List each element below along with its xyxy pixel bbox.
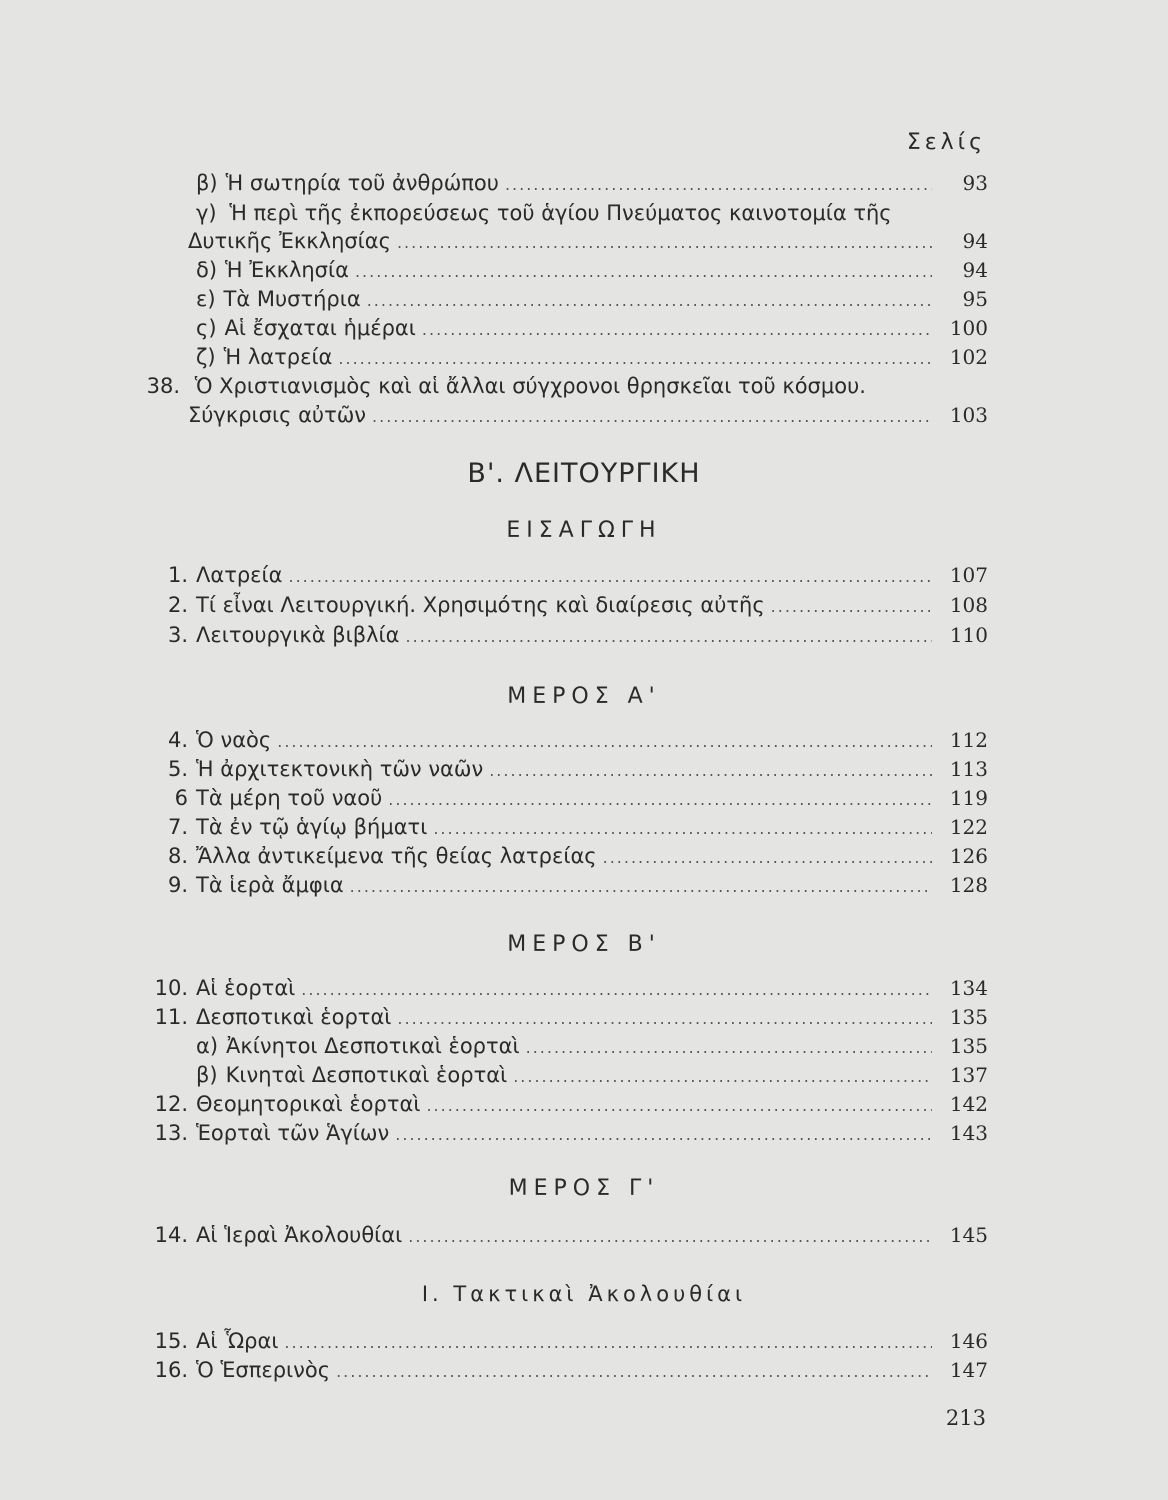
toc-entry [140, 973, 988, 1003]
entry-number: 7. [167, 815, 188, 839]
entry-number: 5. [167, 757, 188, 781]
leader-dots [336, 1357, 932, 1387]
entry-title: Λατρεία [196, 563, 283, 587]
part-c-heading: ΜΕΡΟΣ Γ' [508, 1176, 660, 1201]
entry-page: 94 [962, 258, 988, 282]
entry-sub: δ) [196, 258, 218, 282]
entry-page: 143 [949, 1121, 988, 1145]
entry-page: 135 [949, 1034, 988, 1058]
entry-page: 146 [949, 1329, 988, 1353]
entry-title: Ἀκίνητοι Δεσποτικαὶ ἑορταὶ [226, 1034, 520, 1058]
entry-title: Ἑορταὶ τῶν Ἁγίων [196, 1121, 390, 1145]
leader-dots [288, 562, 932, 592]
toc-entry [140, 560, 988, 590]
toc-entry [140, 725, 988, 755]
entry-number: 12. [154, 1092, 188, 1116]
entry-sub: ς) [196, 316, 217, 340]
toc-entry [140, 783, 988, 813]
entry-page: 147 [949, 1358, 988, 1382]
entry-number: 8. [167, 844, 188, 868]
entry-sub: α) [196, 1034, 219, 1058]
entry-page: 110 [949, 623, 988, 647]
part-b-heading: ΜΕΡΟΣ Β' [507, 932, 661, 957]
part-a-heading: ΜΕΡΟΣ Α' [507, 684, 661, 709]
toc-entry [196, 1031, 988, 1061]
entry-page: 142 [949, 1092, 988, 1116]
toc-entry [140, 1089, 988, 1119]
entry-page: 145 [949, 1223, 988, 1247]
leader-dots [422, 315, 932, 345]
entry-sub: γ) [196, 201, 217, 225]
entry-page: 107 [949, 563, 988, 587]
toc-entry [140, 812, 988, 842]
entry-sub: ε) [196, 287, 216, 311]
entry-number: 10. [154, 976, 188, 1000]
entry-page: 128 [949, 873, 988, 897]
toc-entry [140, 284, 988, 314]
entry-number: 6 [174, 786, 188, 810]
toc-entry [140, 342, 988, 372]
entry-title: Ἡ σωτηρία τοῦ ἀνθρώπου [225, 171, 499, 195]
leader-dots [301, 975, 932, 1005]
entry-title: Αἱ ἑορταὶ [196, 976, 296, 1000]
leader-dots [395, 1120, 932, 1150]
toc-entry [140, 1002, 988, 1032]
sub-heading-regular-services: Ι. Τακτικαὶ Ἀκολουθίαι [421, 1282, 747, 1306]
column-header-page: Σελίς [906, 130, 986, 155]
entry-title: Δεσποτικαὶ ἑορταὶ [196, 1005, 392, 1029]
entry-page: 119 [949, 786, 988, 810]
leader-dots [406, 622, 932, 652]
entry-title: Ἡ λατρεία [223, 345, 333, 369]
toc-entry [140, 313, 988, 343]
toc-entry [140, 168, 988, 198]
page-folio-number: 213 [945, 1406, 986, 1430]
entry-title: Λειτουργικὰ βιβλία [196, 623, 400, 647]
entry-title: Κινηταὶ Δεσποτικαὶ ἑορταὶ [225, 1063, 508, 1087]
leader-dots [408, 1222, 932, 1252]
leader-dots [277, 727, 932, 757]
entry-title: Αἱ Ἱεραὶ Ἀκολουθίαι [196, 1223, 403, 1247]
leader-dots [513, 1062, 932, 1092]
section-title: Β'. ΛΕΙΤΟΥΡΓΙΚΗ [467, 458, 701, 489]
entry-page: 112 [949, 728, 988, 752]
leader-dots [284, 1328, 932, 1358]
toc-entry [188, 400, 988, 430]
entry-page: 108 [949, 593, 988, 617]
entry-title: Τί εἶναι Λειτουργική. Χρησιμότης καὶ διαίρεσις αὐτῆς [196, 593, 765, 617]
entry-number: 38. [146, 374, 180, 398]
leader-dots [433, 814, 932, 844]
entry-number: 13. [154, 1121, 188, 1145]
entry-title: Αἱ ἔσχαται ἡμέραι [224, 316, 416, 340]
entry-title: Ἡ ἀρχιτεκτονικὴ τῶν ναῶν [196, 757, 484, 781]
entry-title: Ὁ ναὸς [196, 728, 272, 752]
toc-entry [140, 841, 988, 871]
leader-dots [603, 843, 932, 873]
leader-dots [355, 257, 932, 287]
entry-title: Θεομητορικαὶ ἑορταὶ [196, 1092, 421, 1116]
entry-number: 15. [154, 1329, 188, 1353]
leader-dots [489, 756, 932, 786]
entry-sub: ζ) [196, 345, 216, 369]
toc-entry [188, 226, 988, 256]
entry-page: 134 [949, 976, 988, 1000]
entry-number: 1. [167, 563, 188, 587]
entry-title: Ἄλλα ἀντικείμενα τῆς θείας λατρείας [196, 844, 597, 868]
entry-page: 103 [949, 403, 988, 427]
leader-dots [350, 872, 932, 902]
entry-number: 3. [167, 623, 188, 647]
entry-page: 126 [949, 844, 988, 868]
entry-title: Αἱ Ὧραι [196, 1329, 279, 1353]
entry-title: Τὰ ἱερὰ ἄμφια [196, 873, 344, 897]
entry-number: 16. [154, 1358, 188, 1382]
leader-dots [426, 1091, 932, 1121]
leader-dots [397, 228, 932, 258]
leader-dots [372, 402, 932, 432]
leader-dots [526, 1033, 932, 1063]
entry-page: 113 [949, 757, 988, 781]
entry-page: 94 [962, 229, 988, 253]
entry-title: Ὁ Χριστιανισμὸς καὶ αἱ ἄλλαι σύγχρονοι θρησκεῖαι τοῦ κόσμου. [194, 374, 866, 398]
toc-entry [140, 1326, 988, 1356]
leader-dots [771, 592, 932, 622]
entry-title: Σύγκρισις αὐτῶν [188, 403, 367, 427]
entry-title: Τὰ μέρη τοῦ ναοῦ [196, 786, 383, 810]
entry-title: Ἡ Ἐκκλησία [225, 258, 349, 282]
entry-title: Τὰ ἐν τῷ ἁγίῳ βήματι [196, 815, 428, 839]
entry-number: 4. [167, 728, 188, 752]
entry-page: 100 [949, 316, 988, 340]
leader-dots [505, 170, 932, 200]
toc-entry [140, 1118, 988, 1148]
entry-number: 9. [167, 873, 188, 897]
entry-page: 102 [949, 345, 988, 369]
entry-number: 14. [154, 1223, 188, 1247]
entry-title: Ἡ περὶ τῆς ἐκπορεύσεως τοῦ ἁγίου Πνεύματος καινοτομία τῆς [229, 201, 892, 225]
leader-dots [388, 785, 932, 815]
toc-entry [140, 1355, 988, 1385]
toc-entry [140, 1220, 988, 1250]
toc-entry [140, 620, 988, 650]
entry-title: Τὰ Μυστήρια [223, 287, 361, 311]
leader-dots [338, 344, 932, 374]
toc-entry [140, 371, 866, 401]
entry-page: 122 [949, 815, 988, 839]
toc-entry [196, 198, 892, 228]
entry-number: 11. [154, 1005, 188, 1029]
entry-number: 2. [167, 593, 188, 617]
toc-entry [140, 754, 988, 784]
intro-heading: ΕΙΣΑΓΩΓΗ [506, 518, 662, 543]
entry-page: 93 [962, 171, 988, 195]
toc-entry [140, 590, 988, 620]
entry-page: 137 [949, 1063, 988, 1087]
entry-title: Ὁ Ἑσπερινὸς [196, 1358, 331, 1382]
entry-sub: β) [196, 1063, 218, 1087]
toc-entry [140, 870, 988, 900]
entry-sub: β) [196, 171, 218, 195]
toc-entry [140, 255, 988, 285]
toc-entry [196, 1060, 988, 1090]
entry-title: Δυτικῆς Ἐκκλησίας [188, 229, 391, 253]
leader-dots [397, 1004, 932, 1034]
leader-dots [367, 286, 932, 316]
entry-page: 95 [962, 287, 988, 311]
entry-page: 135 [949, 1005, 988, 1029]
